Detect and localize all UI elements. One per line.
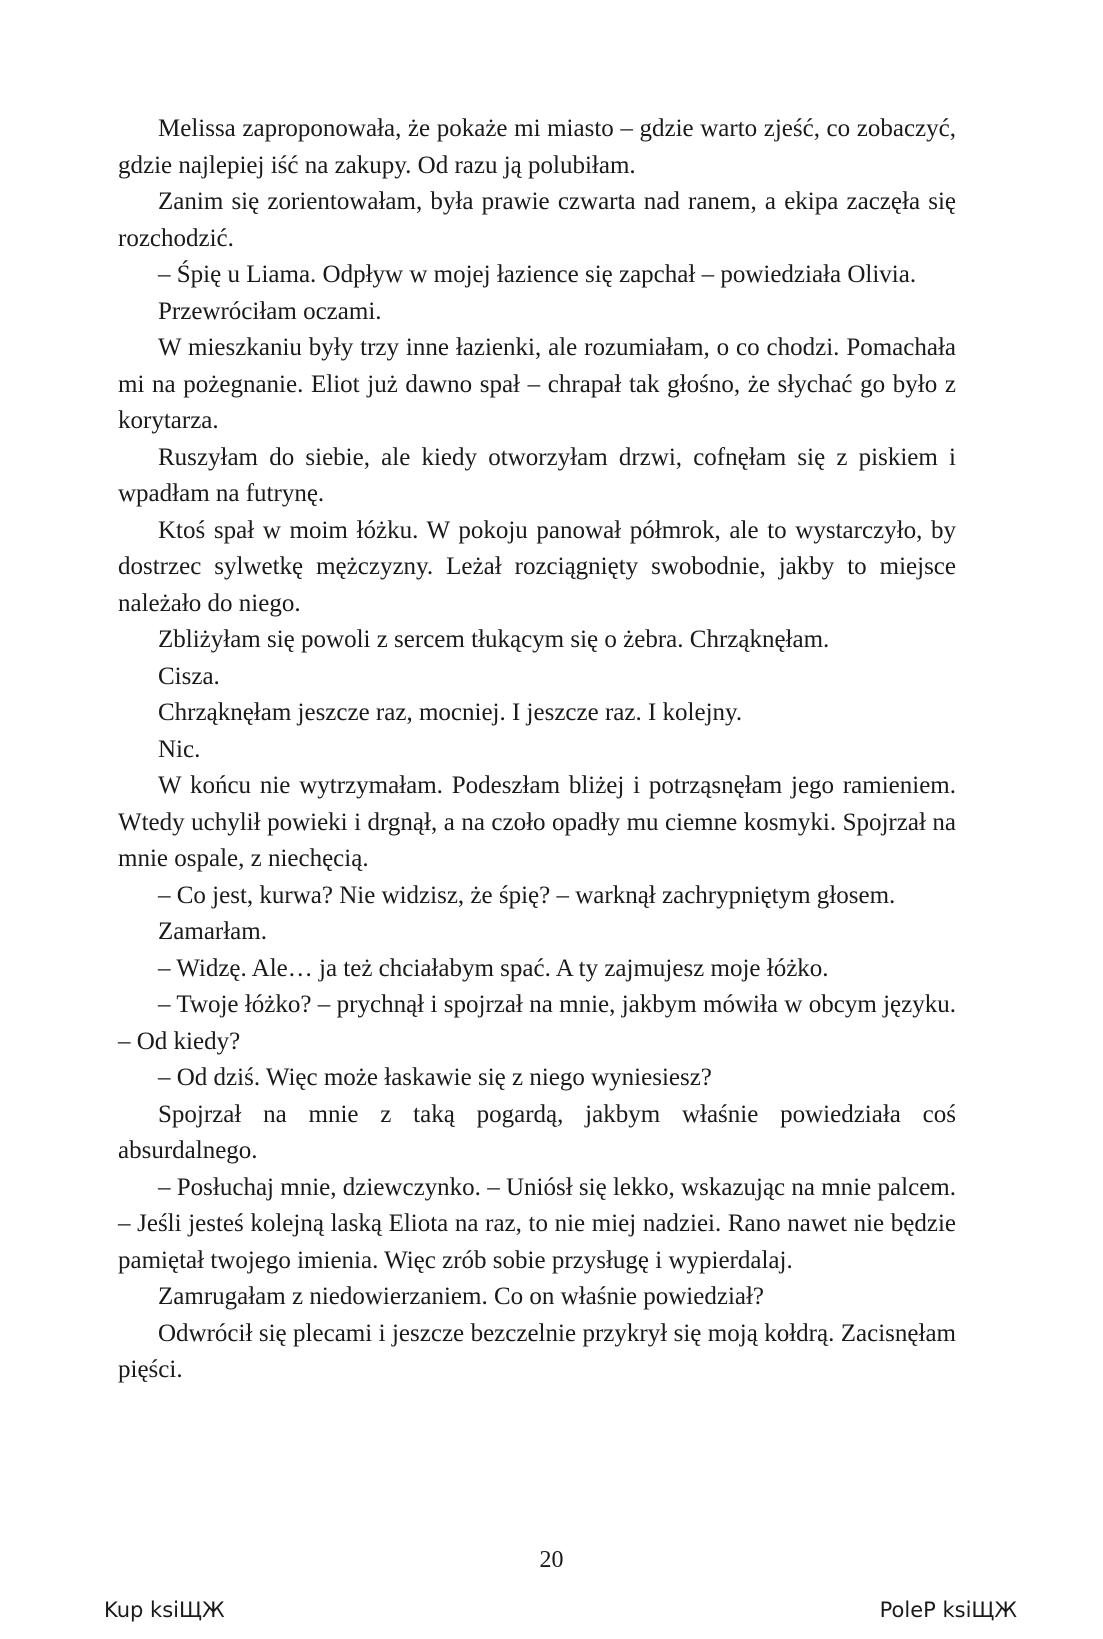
body-text <box>118 111 956 1389</box>
paragraph-8: Zbliżyłam się powoli z sercem tłukącym się o żebra. Chrząknęłam. <box>158 626 830 653</box>
buy-book-link[interactable]: Kup ksiЩЖ <box>104 1598 225 1622</box>
paragraph-17: – Od dziś. Więc może łaskawie się z niego wyniesiesz? <box>158 1064 712 1091</box>
paragraph-5: W mieszkaniu były trzy inne łazienki, ale rozumiałam, o co chodzi. Pomachała mi na pożegnanie. Eliot już dawno spał – chrapał tak głośno, że słychać go było z korytarza. <box>118 334 956 434</box>
paragraph-14: Zamarłam. <box>158 918 267 945</box>
paragraph-21: Odwrócił się plecami i jeszcze bezczelnie przykrył się moją kołdrą. Zacisnęłam pięści. <box>118 1319 956 1383</box>
paragraph-4: Przewróciłam oczami. <box>158 297 382 325</box>
paragraph-15: – Widzę. Ale… ja też chciałabym spać. A ty zajmujesz moje łóżko. <box>158 954 829 982</box>
paragraph-6: Ruszyłam do siebie, ale kiedy otworzyłam drzwi, cofnęłam się z piskiem i wpadłam na futrynę. <box>118 443 956 507</box>
paragraph-12: W końcu nie wytrzymałam. Podeszłam bliżej i potrząsnęłam jego ramieniem. Wtedy uchylił powieki i drgnął, a na czoło opadły mu ciemne kosmyki. Spojrzał na mnie ospale, z niechęcią. <box>118 772 956 872</box>
paragraph-13: – Co jest, kurwa? Nie widzisz, że śpię? – warknął zachrypniętym głosem. <box>158 881 896 909</box>
recommend-book-link[interactable]: PoleP ksiЩЖ <box>879 1598 1017 1622</box>
paragraph-9: Cisza. <box>158 662 220 690</box>
paragraph-19: – Posłuchaj mnie, dziewczynko. – Uniósł się lekko, wskazując na mnie palcem. – Jeśli jesteś kolejną laską Eliota na raz, to nie miej nadziei. Rano nawet nie będzie pamiętał twojego imienia. Więc zrób sobie przysługę i wypierdalaj. <box>118 1173 956 1274</box>
paragraph-11: Nic. <box>158 735 201 763</box>
paragraph-16: – Twoje łóżko? – prychnął i spojrzał na mnie, jakbym mówiła w obcym języku. – Od kiedy? <box>118 991 956 1055</box>
paragraph-3: – Śpię u Liama. Odpływ w mojej łazience się zapchał – powiedziała Olivia. <box>158 261 917 288</box>
paragraph-18: Spojrzał na mnie z taką pogardą, jakbym właśnie powiedziała coś absurdalnego. <box>118 1100 956 1164</box>
paragraph-1: Melissa zaproponowała, że pokaże mi miasto – gdzie warto zjeść, co zobaczyć, gdzie najlepiej iść na zakupy. Od razu ją polubiłam. <box>118 115 956 179</box>
paragraph-7: Ktoś spał w moim łóżku. W pokoju panował półmrok, ale to wystarczyło, by dostrzec sylwetkę mężczyzny. Leżał rozciągnięty swobodnie, jakby to miejsce należało do niego. <box>118 516 956 617</box>
page-number: 20 <box>539 1547 564 1573</box>
paragraph-20: Zamrugałam z niedowierzaniem. Co on właśnie powiedział? <box>158 1283 765 1310</box>
paragraph-10: Chrząknęłam jeszcze raz, mocniej. I jeszcze raz. I kolejny. <box>158 699 743 726</box>
paragraph-2: Zanim się zorientowałam, była prawie czwarta nad ranem, a ekipa zaczęła się rozchodzić. <box>118 188 956 252</box>
